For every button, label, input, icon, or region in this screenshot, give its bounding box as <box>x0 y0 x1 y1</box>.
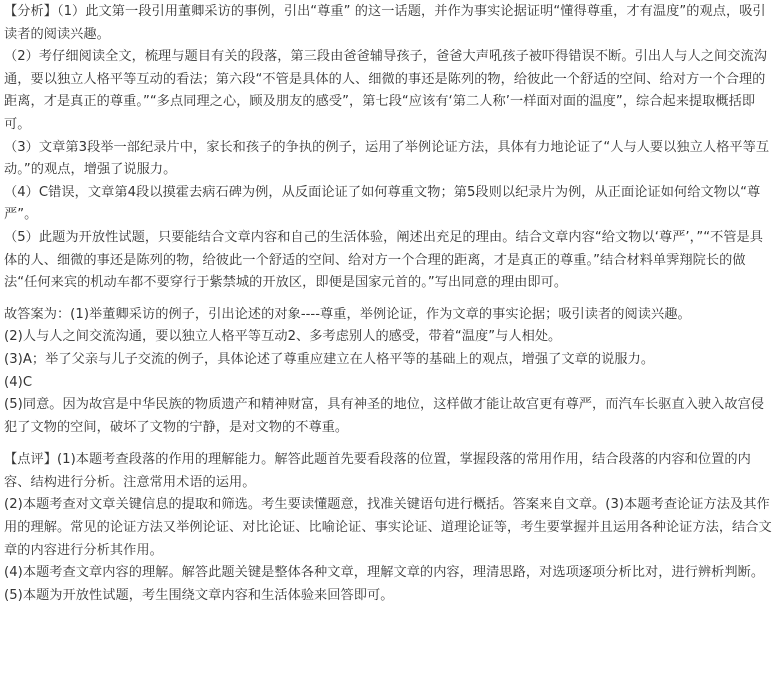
answers-section <box>4 304 776 440</box>
answer-line-5: (5)同意。因为故宫是中华民族的物质遗产和精神财富，具有神圣的地位，这样做才能让故宫更有尊严，而汽车长驱直入驶入故宫侵犯了文物的空间，破坏了文物的宁静，是对文物的不尊重。 <box>4 397 765 435</box>
analysis-paragraph-5: （5）此题为开放性试题，只要能结合文章内容和自己的生活体验，阐述出充足的理由。结合文章内容“给文物以‘尊严’，”“不管是具体的人、细微的事还是陈列的物，给彼此一个舒适的空间、给对方一个合理的距离，才是真正的尊重。”结合材料单霁翔院长的做法“任何来宾的机动车都不要穿行于紫禁城的开放区，即便是国家元首的。”写出同意的理由即可。 <box>4 229 764 291</box>
section-spacer <box>4 295 776 304</box>
analysis-section <box>4 1 776 295</box>
analysis-paragraph-2: （2）考仔细阅读全文，梳理与题目有关的段落，第三段由爸爸辅导孩子，爸爸大声吼孩子被吓得错误不断。引出人与人之间交流沟通，要以独立人格平等互动的看法；第六段“不管是具体的人、细微的事还是陈列的物，给彼此一个舒适的空间、给对方一个合理的距离，才是真正的尊重。”“多点同理之心，顾及朋友的感受”，第七段“应该有‘第二人称’一样面对面的温度”，综合起来提取概括即可。 <box>4 49 767 132</box>
answer-line-4: (4)C <box>4 374 33 390</box>
section-spacer <box>4 439 776 449</box>
review-paragraph-3: (4)本题考查文章内容的理解。解答此题关键是整体各种文章，理解文章的内容，理清思路，对选项逐项分析比对，进行辨析判断。 <box>4 565 765 581</box>
answer-line-2: (2)人与人之间交流沟通，要以独立人格平等互动2、多考虑别人的感受，带着“温度”与人相处。 <box>4 329 562 345</box>
review-paragraph-2: (2)本题考查对文章关键信息的提取和筛选。考生要读懂题意，找准关键语句进行概括。答案来自文章。(3)本题考查论证方法及其作用的理解。常见的论证方法又举例论证、对比论证、比喻论证、事实论证、道理论证等，考生要掌握并且运用各种论证方法，结合文章的内容进行分析其作用。 <box>4 497 772 558</box>
answer-line-1: 故答案为：(1)举董卿采访的例子，引出论述的对象----尊重，举例论证，作为文章的事实论据；吸引读者的阅读兴趣。 <box>4 306 691 322</box>
review-paragraph-4: (5)本题为开放性试题，考生围绕文章内容和生活体验来回答即可。 <box>4 587 394 603</box>
analysis-paragraph-1: 【分析】（1）此文第一段引用董卿采访的事例，引出“尊重” 的这一话题，并作为事实论据证明“懂得尊重，才有温度”的观点，吸引读者的阅读兴趣。 <box>4 4 766 42</box>
review-paragraph-1: 【点评】(1)本题考查段落的作用的理解能力。解答此题首先要看段落的位置，掌握段落的常用作用，结合段落的内容和位置的内容、结构进行分析。注意常用术语的运用。 <box>4 452 751 490</box>
analysis-paragraph-4: （4）C错误，文章第4段以摸霍去病石碑为例，从反面论证了如何尊重文物；第5段则以纪录片为例，从正面论证如何给文物以“尊严”。 <box>4 184 761 223</box>
answer-line-3: (3)A；举了父亲与儿子交流的例子，具体论述了尊重应建立在人格平等的基础上的观点，增强了文章的说服力。 <box>4 351 655 367</box>
review-section <box>4 449 776 607</box>
analysis-paragraph-3: （3）文章第3段举一部纪录片中，家长和孩子的争执的例子，运用了举例论证方法，具体有力地论证了“人与人要以独立人格平等互动。”的观点，增强了说服力。 <box>4 139 770 178</box>
